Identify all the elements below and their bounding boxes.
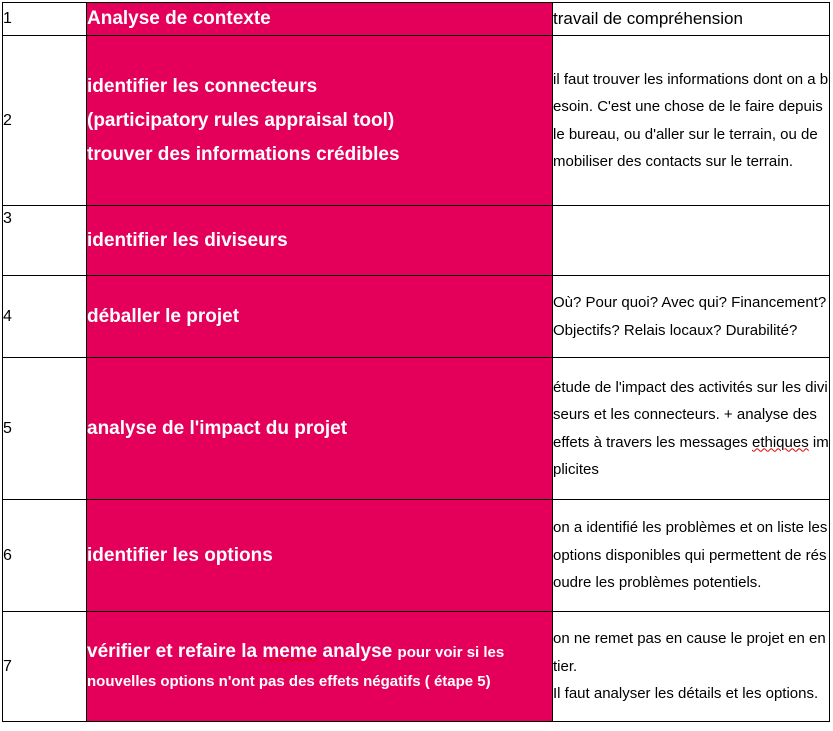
description-cell: Où? Pour quoi? Avec qui? Financement? Objectifs? Relais locaux? Durabilité? — [553, 276, 830, 358]
step-label: déballer le projet — [87, 305, 240, 327]
row-number: 1 — [3, 3, 87, 36]
table-row — [3, 276, 830, 358]
step-cell — [87, 358, 553, 500]
description-text: étude de l'impact des activités sur les diviseurs et les connecteurs. + analyse des effets à travers les messages — [553, 378, 828, 451]
description-cell — [553, 612, 830, 722]
description-cell — [553, 206, 830, 276]
description-text: on ne remet pas en cause le projet en entier. — [553, 630, 826, 675]
description-text: implicites — [553, 433, 829, 478]
step-label: identifier les diviseurs — [87, 229, 288, 251]
step-cell — [87, 206, 553, 276]
description-cell: il faut trouver les informations dont on a besoin. C'est une chose de le faire depuis le bureau, ou d'aller sur le terrain, ou de mobiliser des contacts sur le terrain. — [553, 36, 830, 206]
row-number: 6 — [3, 500, 87, 612]
methodology-table — [2, 2, 830, 722]
row-number: 7 — [3, 612, 87, 722]
description-cell: travail de compréhension — [553, 3, 830, 36]
row-number: 3 — [3, 206, 87, 276]
step-label: identifier les options — [87, 544, 273, 566]
table-row — [3, 358, 830, 500]
step-cell — [87, 36, 553, 206]
row-number: 4 — [3, 276, 87, 358]
row-number: 5 — [3, 358, 87, 500]
step-label: vérifier et refaire la — [87, 640, 263, 662]
step-label: analyse — [317, 640, 393, 662]
step-cell — [87, 612, 553, 722]
step-cell — [87, 3, 553, 36]
step-label: (participatory rules appraisal tool) — [87, 109, 395, 131]
description-text: Il faut analyser les détails et les options. — [553, 685, 819, 703]
table-row — [3, 612, 830, 722]
step-cell — [87, 276, 553, 358]
step-label: identifier les connecteurs — [87, 75, 318, 97]
description-cell — [553, 358, 830, 500]
table-row — [3, 206, 830, 276]
table-row — [3, 500, 830, 612]
step-label: Analyse de contexte — [87, 8, 271, 29]
step-label: trouver des informations crédibles — [87, 143, 400, 165]
table-row — [3, 3, 830, 36]
step-cell — [87, 500, 553, 612]
step-note: pour voir si les nouvelles options n'ont pas des effets négatifs ( étape 5) — [87, 643, 505, 690]
spellcheck-marked-word: meme — [262, 640, 318, 662]
description-cell: on a identifié les problèmes et on liste les options disponibles qui permettent de résoudre les problèmes potentiels. — [553, 500, 830, 612]
row-number: 2 — [3, 36, 87, 206]
step-label: analyse de l'impact du projet — [87, 417, 348, 439]
spellcheck-marked-word: ethiques — [751, 433, 809, 451]
table-row — [3, 36, 830, 206]
